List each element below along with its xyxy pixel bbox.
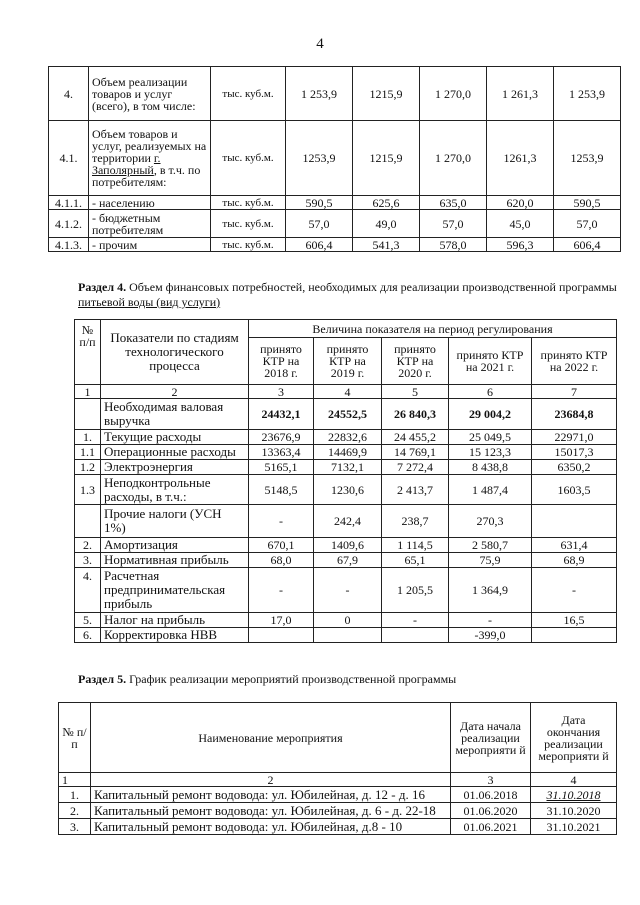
page-number: 4 [316,36,324,52]
table-row: 1.1 Операционные расходы 13363,4 14469,9 14 769,1 15 123,3 15017,3 [75,445,617,460]
table-row: 4.1. Объем товаров и услуг, реализуемых на территории г. Заполярный, в т.ч. по потребителям: тыс. куб.м. 1253,9 1215,9 1 270,0 1261,3 1253,9 [49,121,621,196]
table-row: 2. Капитальный ремонт водовода: ул. Юбилейная, д. 6 - д. 22-18 01.06.2020 31.10.2020 [59,803,617,819]
table-row: 4. Расчетная предпринимательская прибыль - - 1 205,5 1 364,9 - [75,568,617,613]
table-row: 3. Нормативная прибыль 68,0 67,9 65,1 75,9 68,9 [75,553,617,568]
table-row: 4.1.1. - населению тыс. куб.м. 590,5 625,6 635,0 620,0 590,5 [49,196,621,210]
sales-volume-table [48,66,621,252]
table-row: 4. Объем реализации товаров и услуг (всего), в том числе: тыс. куб.м. 1 253,9 1215,9 1 270,0 1 261,3 1 253,9 [49,67,621,121]
section-4-heading: Раздел 4. Объем финансовых потребностей, необходимых для реализации производственной программы питьевой воды (вид услуги) [78,280,617,309]
table-row: 5. Налог на прибыль 17,0 0 - - 16,5 [75,613,617,628]
table-row: Необходимая валовая выручка 24432,1 24552,5 26 840,3 29 004,2 23684,8 [75,399,617,430]
table-row: 4.1.3. - прочим тыс. куб.м. 606,4 541,3 578,0 596,3 606,4 [49,238,621,252]
schedule-table: № п/п Наименование мероприятия Дата начала реализации мероприяти й Дата окончания реализации мероприяти й 1 2 3 4 1. Капитальный ремонт водовода: ул. Юбилейная, д. 12 - д. 16 01.06.2018 31.10.2018 2. Капитальный ремонт водовода: ул. Юбилейная, д. 6 - д. 22-18 01.06.2020 31.10.2020 3. Капитальный ремонт водовода: ул. Юбилейная, д.8 - 10 01.06.2021 31.10.2021 [58,702,617,835]
table-row: 2. Амортизация 670,1 1409,6 1 114,5 2 580,7 631,4 [75,538,617,553]
table-row: 1. Капитальный ремонт водовода: ул. Юбилейная, д. 12 - д. 16 01.06.2018 31.10.2018 [59,787,617,803]
table-row: 3. Капитальный ремонт водовода: ул. Юбилейная, д.8 - 10 01.06.2021 31.10.2021 [59,819,617,835]
table-row: 6. Корректировка НВВ -399,0 [75,628,617,643]
financial-needs-table: № п/п Показатели по стадиям технологического процесса Величина показателя на период регулирования принято КТР на 2018 г. принято КТР на 2019 г. принято КТР на 2020 г. принято КТР на 2021 г. принято КТР на 2022 г. 1 2 3 4 5 6 7 Необходимая валовая выручка 24432,1 24552,5 26 840,3 29 004,2 23684,8 1. Текущие расходы 23676,9 22832,6 24 455,2 25 049,5 22971,0 1.1 Операционные расходы 13363,4 14469,9 14 769,1 15 123,3 15017,3 1.2 Электроэнергия 5165,1 7132,1 7 272,4 8 438,8 6350,2 1.3 Неподконтрольные расходы, в т.ч.: 5148,5 1230,6 2 413,7 1 487,4 1603,5 Прочие налоги (УСН 1%) - 242,4 238,7 270,3 2. Амортизация 670,1 1409,6 1 114,5 2 580,7 631,4 3. Нормативная прибыль 68,0 67,9 65,1 75,9 68,9 4. Расчетная предпринимательская прибыль - - 1 205,5 1 364,9 - 5. Налог на прибыль 17,0 0 - - 16,5 6. Корректировка НВВ -399,0 [74,319,617,643]
table-row: 1.2 Электроэнергия 5165,1 7132,1 7 272,4 8 438,8 6350,2 [75,460,617,475]
table-row: 1. Текущие расходы 23676,9 22832,6 24 455,2 25 049,5 22971,0 [75,430,617,445]
table-row: 4.1.2. - бюджетным потребителям тыс. куб.м. 57,0 49,0 57,0 45,0 57,0 [49,210,621,238]
section-5-heading: Раздел 5. График реализации мероприятий производственной программы [78,672,457,686]
table-row: Прочие налоги (УСН 1%) - 242,4 238,7 270,3 [75,505,617,538]
table-row: 1.3 Неподконтрольные расходы, в т.ч.: 5148,5 1230,6 2 413,7 1 487,4 1603,5 [75,475,617,505]
